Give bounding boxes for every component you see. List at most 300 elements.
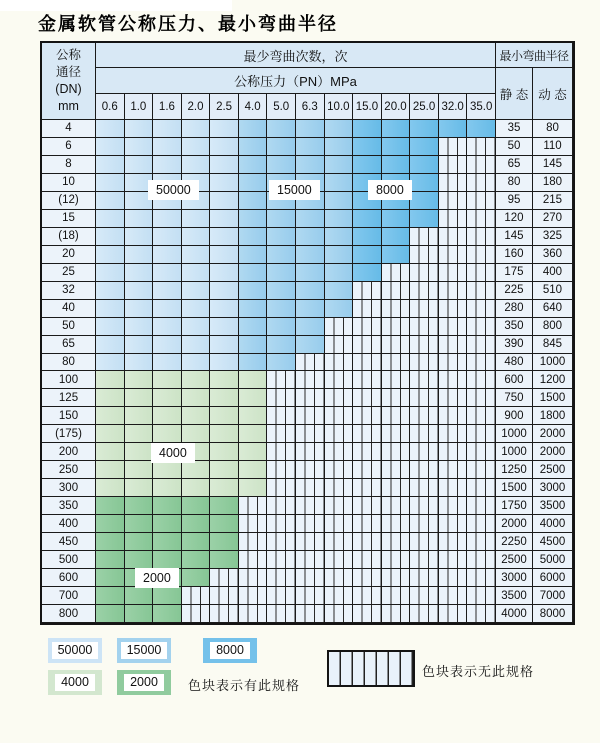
no-spec-cell [439,389,468,407]
dynamic-radius-cell: 2000 [533,443,573,461]
spec-cell [182,228,211,246]
spec-cell [239,246,268,264]
spec-cell [210,336,239,354]
static-radius-cell: 2500 [496,551,533,569]
spec-cell [382,120,411,138]
spec-cell [96,479,125,497]
spec-cell [210,461,239,479]
pressure-tick: 5.0 [267,94,296,120]
no-spec-cell [382,264,411,282]
dynamic-radius-cell: 270 [533,210,573,228]
dn-header-cell [42,43,96,120]
static-radius-cell: 35 [496,120,533,138]
spec-cell [96,497,125,515]
spec-cell [182,300,211,318]
pressure-tick: 10.0 [325,94,354,120]
no-spec-cell [267,443,296,461]
no-spec-cell [439,569,468,587]
no-spec-cell [182,605,211,623]
hose-spec-table [40,41,575,625]
spec-cell [182,551,211,569]
no-spec-cell [439,443,468,461]
spec-cell [296,138,325,156]
pressure-tick: 2.0 [182,94,211,120]
no-spec-cell [467,425,496,443]
dn-cell: 400 [42,515,96,533]
no-spec-cell [410,515,439,533]
no-spec-cell [410,264,439,282]
spec-cell [153,479,182,497]
no-spec-cell [353,533,382,551]
static-radius-cell: 175 [496,264,533,282]
spec-cell [182,371,211,389]
no-spec-cell [467,354,496,372]
no-spec-cell [353,497,382,515]
spec-cell [210,551,239,569]
spec-cell [353,228,382,246]
pressure-tick: 20.0 [382,94,411,120]
spec-cell [182,479,211,497]
spec-cell [353,120,382,138]
spec-cell [210,318,239,336]
static-radius-cell: 1000 [496,425,533,443]
no-spec-cell [382,605,411,623]
dn-cell: 300 [42,479,96,497]
static-radius-cell: 225 [496,282,533,300]
spec-cell [210,407,239,425]
spec-cell [96,138,125,156]
dynamic-radius-cell: 5000 [533,551,573,569]
spec-cell [182,569,211,587]
spec-cell [239,425,268,443]
spec-cell [296,210,325,228]
no-spec-cell [467,605,496,623]
dynamic-radius-cell: 80 [533,120,573,138]
no-spec-cell [410,533,439,551]
spec-cell [296,318,325,336]
legend-swatch-value: 50000 [52,642,99,659]
no-spec-cell [439,605,468,623]
no-spec-cell [410,300,439,318]
pressure-tick: 0.6 [96,94,125,120]
spec-cell [296,264,325,282]
spec-cell [210,174,239,192]
no-spec-cell [439,515,468,533]
no-spec-cell [439,300,468,318]
spec-cell [182,407,211,425]
no-spec-cell [467,300,496,318]
spec-cell [325,282,354,300]
spec-cell [239,282,268,300]
no-spec-cell [239,551,268,569]
spec-cell [382,210,411,228]
spec-cell [125,120,154,138]
spec-cell [153,336,182,354]
spec-cell [125,264,154,282]
dn-cell: 32 [42,282,96,300]
spec-cell [267,354,296,372]
pressure-tick: 2.5 [210,94,239,120]
dynamic-radius-cell: 325 [533,228,573,246]
no-spec-cell [239,497,268,515]
dn-cell: 800 [42,605,96,623]
spec-cell [210,479,239,497]
static-radius-cell: 3500 [496,587,533,605]
zone-value-label: 2000 [136,569,178,587]
no-spec-cell [467,515,496,533]
no-spec-cell [439,533,468,551]
no-spec-cell [439,336,468,354]
no-spec-cell [267,551,296,569]
no-spec-cell [439,425,468,443]
dynamic-radius-cell: 145 [533,156,573,174]
no-spec-cell [267,407,296,425]
spec-cell [325,246,354,264]
spec-cell [182,210,211,228]
spec-cell [125,479,154,497]
spec-cell [182,497,211,515]
legend-swatch-value: 2000 [124,674,164,691]
spec-cell [239,443,268,461]
spec-cell [267,138,296,156]
no-spec-cell [296,354,325,372]
dynamic-radius-cell: 510 [533,282,573,300]
legend-swatch [203,638,257,663]
spec-cell [182,533,211,551]
static-radius-cell: 480 [496,354,533,372]
no-spec-cell [353,461,382,479]
spec-cell [96,425,125,443]
no-spec-cell [439,497,468,515]
dynamic-radius-cell: 360 [533,246,573,264]
spec-cell [267,246,296,264]
pressure-tick: 1.6 [153,94,182,120]
static-radius-cell: 65 [496,156,533,174]
pressure-header: 公称压力（PN）MPa [96,68,496,94]
no-spec-cell [410,336,439,354]
no-spec-cell [439,587,468,605]
dn-cell: 250 [42,461,96,479]
no-spec-cell [239,587,268,605]
spec-cell [325,210,354,228]
spec-cell [153,156,182,174]
no-spec-cell [382,336,411,354]
dn-cell: 150 [42,407,96,425]
spec-cell [153,300,182,318]
no-spec-cell [410,354,439,372]
spec-cell [439,120,468,138]
spec-cell [210,246,239,264]
no-spec-cell [467,228,496,246]
spec-cell [153,228,182,246]
spec-cell [153,354,182,372]
no-spec-cell [439,264,468,282]
no-spec-cell [267,461,296,479]
spec-cell [153,497,182,515]
spec-cell [210,192,239,210]
spec-cell [96,156,125,174]
spec-cell [182,354,211,372]
spec-cell [153,425,182,443]
no-spec-cell [296,389,325,407]
spec-cell [210,156,239,174]
dynamic-radius-cell: 1200 [533,371,573,389]
spec-cell [410,138,439,156]
bend-cycles-header: 最少弯曲次数，次 [96,43,496,68]
spec-cell [125,515,154,533]
has-spec-label: 色块表示有此规格 [188,678,301,693]
spec-cell [153,371,182,389]
dn-cell: 100 [42,371,96,389]
spec-cell [125,354,154,372]
no-spec-cell [410,282,439,300]
no-spec-cell [382,461,411,479]
spec-cell [125,210,154,228]
no-spec-cell [410,246,439,264]
no-spec-cell [267,533,296,551]
spec-cell [210,371,239,389]
pressure-tick: 15.0 [353,94,382,120]
no-spec-cell [467,138,496,156]
no-spec-cell [410,443,439,461]
spec-cell [210,443,239,461]
no-spec-cell [439,210,468,228]
static-radius-cell: 3000 [496,569,533,587]
spec-cell [96,533,125,551]
spec-cell [125,300,154,318]
spec-cell [153,515,182,533]
zone-value-label: 4000 [152,444,194,462]
no-spec-cell [410,318,439,336]
spec-cell [153,210,182,228]
no-spec-cell [382,300,411,318]
dn-cell: 350 [42,497,96,515]
no-spec-cell [353,551,382,569]
no-spec-cell [467,210,496,228]
no-spec-cell [325,533,354,551]
no-spec-cell [239,569,268,587]
no-spec-cell [467,282,496,300]
dn-cell: 15 [42,210,96,228]
spec-cell [353,138,382,156]
spec-cell [210,425,239,443]
no-spec-cell [439,371,468,389]
dynamic-radius-cell: 800 [533,318,573,336]
dynamic-radius-cell: 2500 [533,461,573,479]
spec-cell [325,192,354,210]
static-radius-cell: 390 [496,336,533,354]
spec-cell [96,551,125,569]
spec-cell [239,389,268,407]
pressure-tick: 4.0 [239,94,268,120]
dn-header-line: 公称 [55,48,81,62]
legend-swatch [117,638,171,663]
no-spec-cell [467,264,496,282]
zone-value-label: 50000 [149,181,198,199]
no-spec-cell [325,551,354,569]
static-radius-cell: 80 [496,174,533,192]
no-spec-cell [325,443,354,461]
spec-cell [125,587,154,605]
spec-cell [410,120,439,138]
legend-swatch [48,670,102,695]
dynamic-radius-cell: 3000 [533,479,573,497]
dn-header-line: mm [58,99,79,113]
dn-cell: 50 [42,318,96,336]
no-spec-cell [353,318,382,336]
no-spec-cell [467,587,496,605]
static-radius-cell: 120 [496,210,533,228]
no-spec-cell [267,605,296,623]
dynamic-radius-cell: 8000 [533,605,573,623]
no-spec-cell [439,407,468,425]
spec-cell [210,138,239,156]
spec-cell [239,479,268,497]
no-spec-cell [296,407,325,425]
dn-cell: 20 [42,246,96,264]
no-spec-cell [382,407,411,425]
dynamic-radius-cell: 7000 [533,587,573,605]
spec-cell [96,228,125,246]
static-radius-cell: 900 [496,407,533,425]
no-spec-cell [382,497,411,515]
spec-cell [239,156,268,174]
spec-cell [96,569,125,587]
spec-cell [239,192,268,210]
spec-cell [96,587,125,605]
spec-cell [182,318,211,336]
spec-cell [210,210,239,228]
spec-cell [96,515,125,533]
spec-cell [267,210,296,228]
no-spec-cell [296,479,325,497]
no-spec-cell [267,389,296,407]
spec-cell [153,533,182,551]
spec-cell [153,318,182,336]
pressure-tick: 6.3 [296,94,325,120]
spec-cell [182,425,211,443]
no-spec-cell [382,587,411,605]
no-spec-cell [239,515,268,533]
no-spec-cell [467,389,496,407]
no-spec-cell [296,371,325,389]
spec-cell [96,443,125,461]
spec-cell [210,282,239,300]
spec-cell [210,228,239,246]
dn-cell: 600 [42,569,96,587]
dn-cell: 10 [42,174,96,192]
dynamic-radius-cell: 1000 [533,354,573,372]
dn-cell: 8 [42,156,96,174]
no-spec-cell [439,192,468,210]
no-spec-cell [267,425,296,443]
no-spec-cell [410,389,439,407]
no-spec-cell [353,336,382,354]
spec-cell [125,605,154,623]
no-spec-cell [353,354,382,372]
no-spec-cell [325,569,354,587]
spec-cell [182,461,211,479]
no-spec-cell [410,551,439,569]
spec-cell [153,461,182,479]
no-spec-cell [325,371,354,389]
spec-cell [325,138,354,156]
no-spec-cell [296,551,325,569]
spec-cell [153,551,182,569]
no-spec-cell [439,228,468,246]
spec-cell [239,371,268,389]
pressure-tick: 35.0 [467,94,496,120]
spec-cell [153,389,182,407]
dynamic-radius-cell: 180 [533,174,573,192]
pressure-tick: 25.0 [410,94,439,120]
no-spec-cell [382,371,411,389]
legend-swatch-value: 8000 [210,642,250,659]
no-spec-cell [296,461,325,479]
no-spec-cell [410,228,439,246]
dn-cell: 80 [42,354,96,372]
static-radius-cell: 750 [496,389,533,407]
dynamic-radius-cell: 2000 [533,425,573,443]
dynamic-radius-cell: 4500 [533,533,573,551]
no-spec-cell [325,425,354,443]
no-spec-cell [325,461,354,479]
spec-cell [153,282,182,300]
spec-cell [239,138,268,156]
dn-cell: (12) [42,192,96,210]
dynamic-radius-cell: 4000 [533,515,573,533]
no-spec-cell [382,443,411,461]
spec-cell [182,156,211,174]
no-spec-cell [325,318,354,336]
no-spec-cell [382,479,411,497]
dynamic-radius-cell: 110 [533,138,573,156]
spec-cell [267,120,296,138]
no-spec-cell [353,371,382,389]
no-spec-cell [325,497,354,515]
no-spec-cell [467,318,496,336]
no-spec-cell [467,497,496,515]
no-spec-cell [325,389,354,407]
spec-cell [210,354,239,372]
spec-cell [267,318,296,336]
no-spec-cell [210,605,239,623]
spec-cell [239,336,268,354]
no-spec-cell [382,318,411,336]
spec-cell [96,371,125,389]
spec-cell [125,318,154,336]
no-spec-cell [439,246,468,264]
spec-cell [267,300,296,318]
spec-cell [467,120,496,138]
dynamic-radius-cell: 6000 [533,569,573,587]
no-spec-cell [267,479,296,497]
spec-cell [125,282,154,300]
spec-cell [153,587,182,605]
no-spec-cell [382,569,411,587]
no-spec-cell [296,443,325,461]
dynamic-radius-cell: 640 [533,300,573,318]
static-radius-cell: 2000 [496,515,533,533]
spec-cell [96,461,125,479]
spec-cell [267,264,296,282]
static-radius-cell: 50 [496,138,533,156]
spec-cell [239,228,268,246]
no-spec-cell [325,336,354,354]
spec-cell [125,156,154,174]
no-spec-cell [267,587,296,605]
no-spec-label: 色块表示无此规格 [422,664,535,679]
